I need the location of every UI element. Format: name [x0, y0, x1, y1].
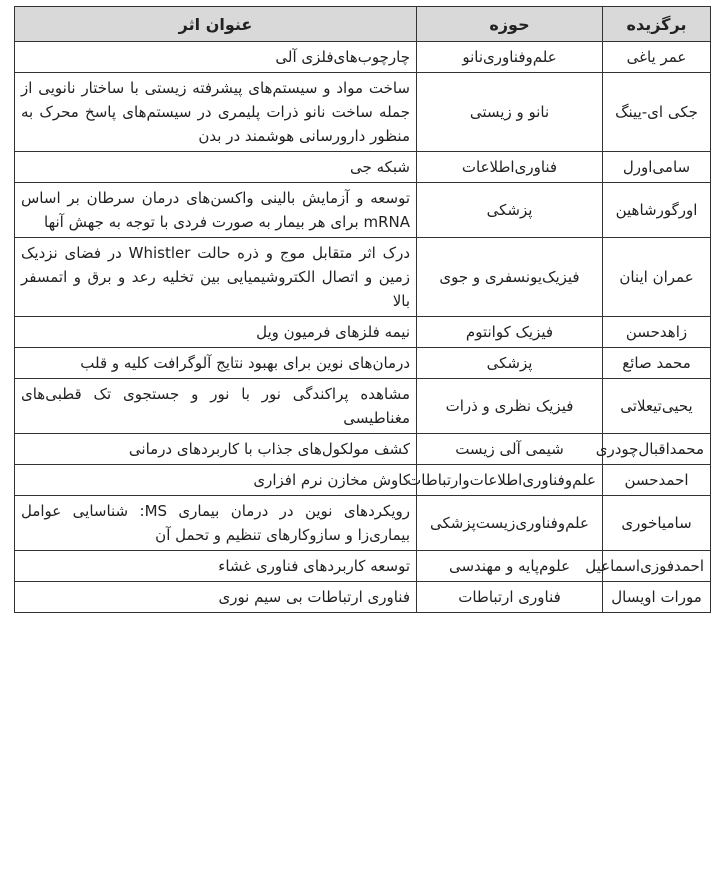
header-winner: برگزیده: [603, 7, 711, 42]
title-cell: ساخت مواد و سیستم‌های پیشرفته زیستی با ساختار نانویی از جمله ساخت نانو ذرات پلیمری در سیستم‌های پاسخ محرک به منظور دارورسانی هوشمند در بدن: [15, 73, 417, 152]
table-row: [15, 73, 711, 152]
table-row: [15, 152, 711, 183]
field-cell: پزشکی: [417, 183, 603, 238]
winner-cell: مورات اویسال: [603, 582, 711, 613]
winner-cell: جکی ای-یینگ: [603, 73, 711, 152]
title-cell: فناوری ارتباطات بی سیم نوری: [15, 582, 417, 613]
field-cell: علم‌وفناوری‌نانو: [417, 42, 603, 73]
field-cell: فیزیک‌یونسفری و جوی: [417, 238, 603, 317]
table-row: [15, 238, 711, 317]
field-cell: علم‌وفناوری‌اطلاعات‌وارتباطات: [417, 465, 603, 496]
field-cell: نانو و زیستی: [417, 73, 603, 152]
table-row: [15, 183, 711, 238]
field-cell: شیمی آلی زیست: [417, 434, 603, 465]
winner-cell: اورگورشاهین: [603, 183, 711, 238]
title-cell: درمان‌های نوین برای بهبود نتایج آلوگرافت کلیه و قلب: [15, 348, 417, 379]
table-row: [15, 379, 711, 434]
title-cell: درک اثر متقابل موج و ذره حالت Whistler در فضای نزدیک زمین و اتصال الکتروشیمیایی بین تخلیه رعد و برق و اتمسفر بالا: [15, 238, 417, 317]
winner-cell: محمد صائع: [603, 348, 711, 379]
field-cell: فیزیک کوانتوم: [417, 317, 603, 348]
winner-cell: عمران اینان: [603, 238, 711, 317]
header-field: حوزه: [417, 7, 603, 42]
winner-cell: محمداقبال‌چودری: [603, 434, 711, 465]
winner-cell: یحیی‌تیعلاتی: [603, 379, 711, 434]
field-cell: فناوری‌اطلاعات: [417, 152, 603, 183]
title-cell: شبکه جی: [15, 152, 417, 183]
awards-table-container: [14, 6, 710, 613]
title-cell: چارچوب‌های‌فلزی آلی: [15, 42, 417, 73]
table-row: [15, 434, 711, 465]
winner-cell: زاهدحسن: [603, 317, 711, 348]
field-cell: علم‌وفناوری‌زیست‌پزشکی: [417, 496, 603, 551]
table-row: [15, 317, 711, 348]
table-row: [15, 42, 711, 73]
table-row: [15, 582, 711, 613]
winner-cell: سامی‌اورل: [603, 152, 711, 183]
table-row: [15, 465, 711, 496]
winner-cell: عمر یاغی: [603, 42, 711, 73]
winner-cell: احمدفوزی‌اسماعیل: [603, 551, 711, 582]
title-cell: مشاهده پراکندگی نور با نور و جستجوی تک قطبی‌های مغناطیسی: [15, 379, 417, 434]
header-title: عنوان اثر: [15, 7, 417, 42]
title-cell: کشف مولکول‌های جذاب با کاربردهای درمانی: [15, 434, 417, 465]
table-row: [15, 348, 711, 379]
field-cell: پزشکی: [417, 348, 603, 379]
title-cell: نیمه فلزهای فرمیون ویل: [15, 317, 417, 348]
title-cell: توسعه کاربردهای فناوری غشاء: [15, 551, 417, 582]
table-row: [15, 551, 711, 582]
title-cell: رویکردهای نوین در درمان بیماری MS: شناسایی عوامل بیماری‌زا و سازوکارهای تنظیم و تحمل آن: [15, 496, 417, 551]
winner-cell: احمدحسن: [603, 465, 711, 496]
title-cell: کاوش مخازن نرم افزاری: [15, 465, 417, 496]
title-cell: توسعه و آزمایش بالینی واکسن‌های درمان سرطان بر اساس mRNA برای هر بیمار به صورت فردی با توجه به جهش آنها: [15, 183, 417, 238]
field-cell: فناوری ارتباطات: [417, 582, 603, 613]
awards-table: [14, 6, 711, 613]
winner-cell: سامیاخوری: [603, 496, 711, 551]
table-row: [15, 496, 711, 551]
field-cell: علوم‌پایه و مهندسی: [417, 551, 603, 582]
field-cell: فیزیک نظری و ذرات: [417, 379, 603, 434]
header-row: [15, 7, 711, 42]
